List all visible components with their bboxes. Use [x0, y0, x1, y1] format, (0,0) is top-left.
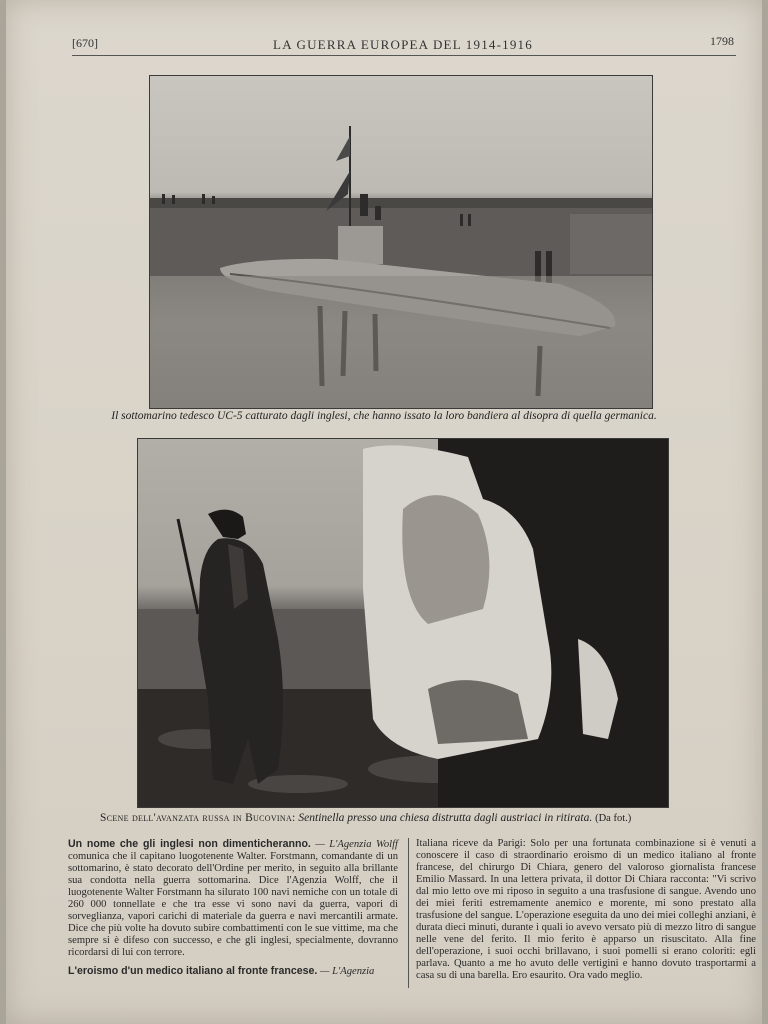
left-column — [68, 838, 398, 978]
article-forstmann — [68, 838, 398, 959]
sentinel-caption — [100, 812, 631, 824]
running-title: LA GUERRA EUROPEA DEL 1914-1916 — [273, 37, 533, 52]
header-rule — [72, 55, 736, 56]
source-dichiara: — L'Agenzia — [320, 966, 375, 977]
ruined-church-photo — [137, 438, 669, 808]
caption-lead: Scene dell'avanzata russa in Bucovina: — [100, 812, 296, 824]
submarine-photo — [149, 75, 653, 409]
right-column — [416, 838, 756, 982]
source-forstmann: — L'Agenzia Wolff — [315, 839, 398, 850]
newspaper-page — [6, 0, 762, 1024]
page-number-right: 1798 — [710, 34, 734, 48]
page-header — [72, 34, 734, 56]
caption-source: (Da fot.) — [595, 813, 632, 824]
submarine-caption: Il sottomarino tedesco UC-5 catturato dagli inglesi, che hanno issato la loro bandiera al disopra di quella germanica. — [111, 410, 657, 422]
column-divider — [408, 838, 409, 988]
headline-dichiara: L'eroismo d'un medico italiano al fronte francese. — [68, 965, 318, 977]
caption-text: Sentinella presso una chiesa distrutta dagli austriaci in ritirata. — [298, 812, 593, 824]
page-number-left: [670] — [72, 36, 98, 50]
body-dichiara: Italiana riceve da Parigi: Solo per una fortunata combinazione si è venuti a conoscere il caso di straordinario eroismo di un medico italiano al fronte francese, del chirurgo Di Chiara, genero del valoroso giornalista francese Emilio Massard. In una lettera privata, il dottor Di Chiara racconta: "Vi scrivo dal mio letto ove mi riposo in seguito a una trasfusione di sangue. Avendo uno dei miei feriti estremamente anemico e morente, mi sono prestato alla trasfusione del sangue. L'operazione eseguita da uno dei miei colleghi anziani, è durata dieci minuti, durante i quali io avevo versato più di mezzo litro di sangue nelle vene del ferito. Il mio ferito è apparso un risuscitato. Alla fine dell'operazione, i suoi occhi brillavano, i suoi pomelli si erano coloriti: egli parlava. Quanto a me ho avuto delle vertigini e hanno dovuto trasportarmi a casa su di una barella. Ero esaurito. Ora vado meglio. — [416, 838, 756, 981]
headline-forstmann: Un nome che gli inglesi non dimenticheranno. — [68, 838, 311, 850]
body-forstmann: comunica che il capitano luogotenente Walter. Forstmann, comandante di un sottomarino, è stato decorato dell'Ordine per merito, in seguito alla brillante sua condotta nella guerra sottomarina. Dice l'Agenzia Wolff, che il luogotenente Walter Forstmann ha silurato 100 navi nemiche con un totale di 260 000 tonnellate e che tra esse vi sono navi da guerra, vapori di sorveglianza, vapori carichi di materiale da guerra e navi mercantili armate. Dice che più volte ha dovuto subire combattimenti con le sue vittime, ma che sempre si è difeso con successo, e che gli inglesi, specialmente, dovranno ricordarsi di lui con terrore. — [68, 851, 398, 958]
article-columns — [68, 838, 758, 1014]
article-dichiara-start — [68, 965, 398, 978]
